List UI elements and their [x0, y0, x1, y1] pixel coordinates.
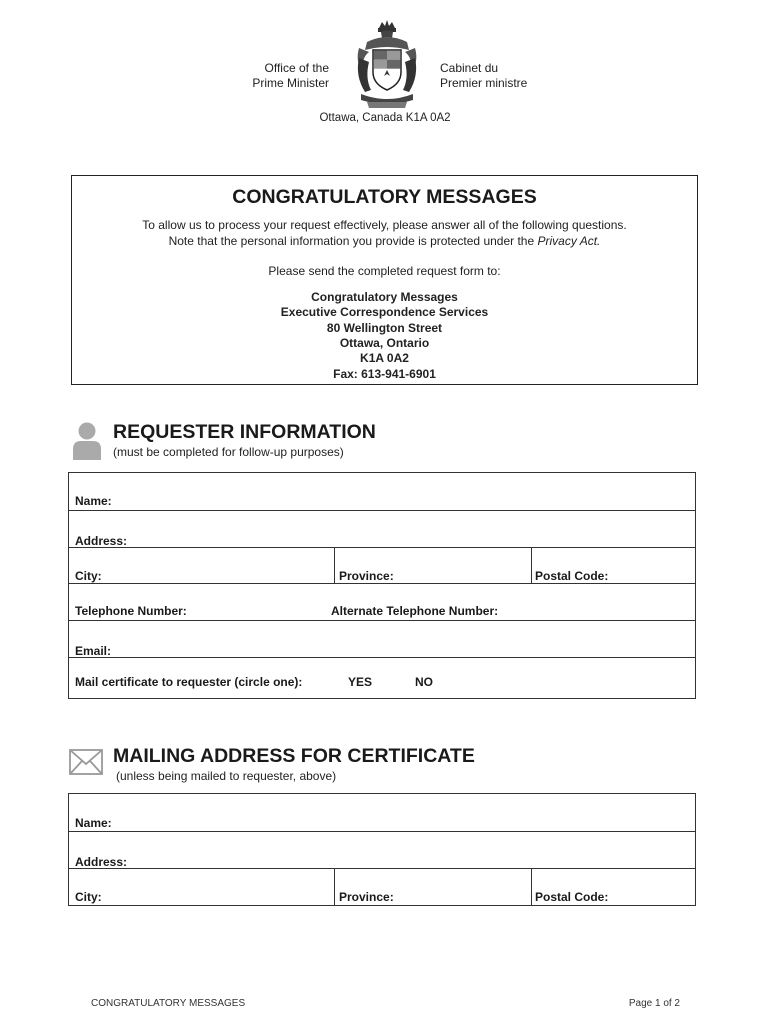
requester-phone-row[interactable]	[69, 583, 695, 621]
mailing-city-row	[69, 868, 695, 906]
email-label: Email:	[75, 644, 112, 658]
requester-form	[68, 472, 696, 699]
postal-code-label: Postal Code:	[535, 890, 609, 904]
mailing-section-subtitle: (unless being mailed to requester, above)	[116, 769, 337, 783]
mailing-form	[68, 793, 696, 906]
form-title: CONGRATULATORY MESSAGES	[232, 186, 537, 208]
instructions-line-1: To allow us to process your request effectively, please answer all of the following questions.	[142, 218, 627, 232]
requester-section-subtitle: (must be completed for follow-up purposes)	[113, 445, 344, 459]
office-address: Ottawa, Canada K1A 0A2	[319, 112, 451, 124]
mailing-address-line: K1A 0A2	[360, 351, 409, 365]
mailing-section-title: MAILING ADDRESS FOR CERTIFICATE	[113, 745, 475, 767]
city-label: City:	[75, 569, 102, 583]
privacy-act-reference: Privacy Act.	[537, 234, 601, 248]
requester-section-title: REQUESTER INFORMATION	[113, 421, 376, 443]
yes-option[interactable]: YES	[348, 675, 373, 689]
field-divider	[531, 869, 532, 906]
name-label: Name:	[75, 816, 112, 830]
address-label: Address:	[75, 534, 128, 548]
requester-address-field[interactable]	[69, 510, 695, 548]
field-divider	[334, 869, 335, 906]
mailing-address-line: Congratulatory Messages	[311, 290, 458, 304]
mailing-address-line: Executive Correspondence Services	[280, 305, 489, 319]
mailing-name-field[interactable]	[69, 794, 695, 832]
send-to-instruction: Please send the completed request form to:	[268, 264, 501, 278]
mail-certificate-label: Mail certificate to requester (circle one):	[75, 675, 303, 689]
name-label: Name:	[75, 494, 112, 508]
envelope-icon	[69, 749, 103, 775]
requester-name-field[interactable]	[69, 473, 695, 511]
office-name-french-line2: Premier ministre	[440, 76, 528, 90]
office-name-english	[150, 61, 329, 91]
instructions-line-2	[71, 234, 698, 248]
coat-of-arms-icon	[351, 18, 423, 110]
page-number: Page 1 of 2	[628, 998, 680, 1009]
requester-city-row	[69, 547, 695, 584]
no-option[interactable]: NO	[415, 675, 433, 689]
province-label: Province:	[339, 890, 394, 904]
address-label: Address:	[75, 855, 128, 869]
alternate-telephone-label: Alternate Telephone Number:	[331, 604, 499, 618]
province-label: Province:	[339, 569, 394, 583]
person-icon	[72, 421, 102, 461]
mailing-address-line: Ottawa, Ontario	[339, 336, 430, 350]
telephone-label: Telephone Number:	[75, 604, 187, 618]
field-divider	[531, 548, 532, 584]
office-name-english-line2: Prime Minister	[252, 76, 329, 90]
office-name-english-line1: Office of the	[264, 61, 329, 75]
mailing-address-field[interactable]	[69, 831, 695, 869]
postal-code-label: Postal Code:	[535, 569, 609, 583]
office-name-french	[440, 61, 640, 91]
mail-certificate-row	[69, 657, 695, 699]
privacy-note: Note that the personal information you provide is protected under the	[168, 234, 538, 248]
mailing-address-line: 80 Wellington Street	[326, 321, 443, 335]
city-label: City:	[75, 890, 102, 904]
office-name-french-line1: Cabinet du	[440, 61, 499, 75]
requester-email-field[interactable]	[69, 620, 695, 658]
footer-form-name: CONGRATULATORY MESSAGES	[91, 998, 246, 1009]
fax-number: Fax: 613-941-6901	[333, 367, 436, 381]
field-divider	[334, 548, 335, 584]
